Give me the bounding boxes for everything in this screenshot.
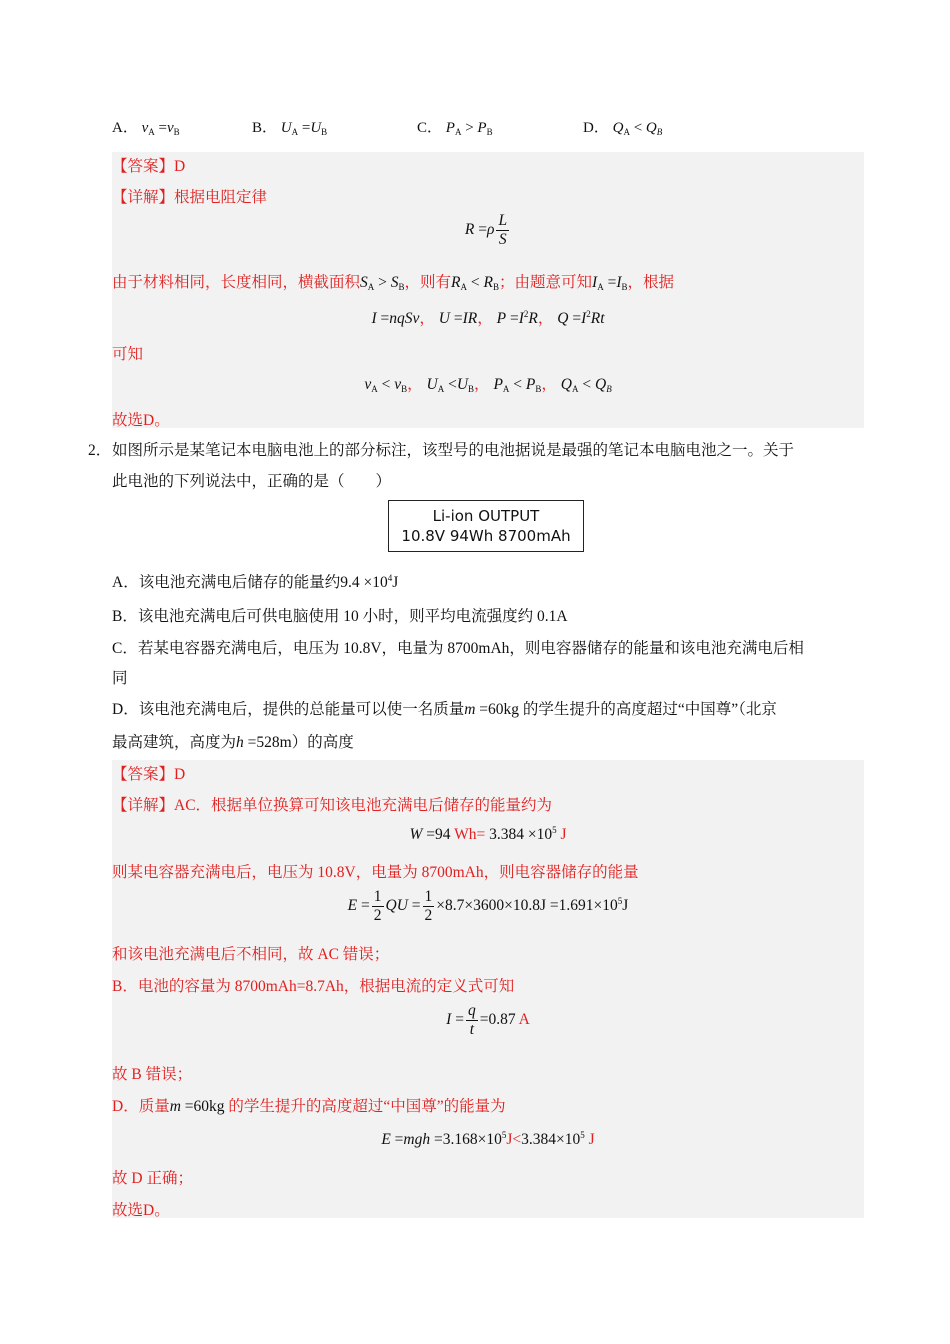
q1-detail-line1: 由于材料相同，长度相同，横截面积$S_A > S_B$，则有$R_A < R_B$；由题意可知$I_A =I_B$，根据 bbox=[112, 274, 675, 292]
q2-formula-energy: W =94 $Wh= 3.384 \times 10^5$ J bbox=[409, 825, 567, 843]
battery-label-line2: 10.8V 94Wh 8700mAh bbox=[401, 527, 571, 545]
q2-capacitor-line: 则某电容器充满电后，电压为 10.8V，电量为 8700mAh，则电容器储存的能量 bbox=[112, 864, 639, 881]
q1-option-c: C． $P_A > P_B$ bbox=[417, 120, 493, 137]
battery-label-line1: Li-ion OUTPUT bbox=[432, 507, 540, 525]
q2-conclusion: 故选D。 bbox=[112, 1202, 170, 1219]
q1-detail-line2: 可知 bbox=[112, 346, 144, 363]
q1-option-d: D． $Q_A < Q_B$ bbox=[583, 120, 663, 137]
q2-option-a: A．该电池充满电后储存的能量约$9.4 \times 10^4J$ bbox=[112, 573, 399, 591]
q2-formula-potential: $E =mgh =3.168\times 10^5J<3.384\times 10^5$ J bbox=[381, 1130, 595, 1148]
q2-option-c-line2: 同 bbox=[112, 670, 128, 687]
q1-detail-label: 【详解】根据电阻定律 bbox=[112, 189, 268, 206]
q2-b-line: B．电池的容量为 8700mAh=8.7Ah，根据电流的定义式可知 bbox=[112, 978, 515, 995]
q1-answer-panel bbox=[112, 152, 864, 428]
q1-result-formulas: $v_A < v_B$， $U_A <U_B$， $P_A < P_B$， $Q_A < Q_B$ bbox=[364, 376, 612, 394]
q2-ac-wrong: 和该电池充满电后不相同，故 AC 错误； bbox=[112, 946, 390, 963]
q1-options bbox=[112, 116, 872, 140]
q1-formula-set: I =nqSv， U =IR， $P =I^2R$， $Q =I^2Rt$ bbox=[371, 309, 605, 327]
q2-number: 2． bbox=[88, 442, 112, 459]
q2-answer-label: 【答案】D bbox=[112, 766, 186, 783]
q2-answer-panel bbox=[112, 760, 864, 1218]
q1-answer-label: 【答案】D bbox=[112, 158, 186, 175]
q1-option-b: B． $U_A =U_B$ bbox=[252, 120, 328, 137]
q2-d-right: 故 D 正确； bbox=[112, 1170, 193, 1187]
q2-b-wrong: 故 B 错误； bbox=[112, 1066, 193, 1083]
q2-option-b: B．该电池充满电后可供电脑使用 10 小时，则平均电流强度约 0.1A bbox=[112, 608, 568, 625]
q2-d-line: D．质量m =60kg 的学生提升的高度超过“中国尊”的能量为 bbox=[112, 1098, 506, 1115]
q2-stem-line2: 此电池的下列说法中，正确的是（ ） bbox=[112, 473, 392, 490]
q1-conclusion: 故选D。 bbox=[112, 412, 170, 429]
q2-option-d-line1: D．该电池充满电后，提供的总能量可以使一名质量m =60kg 的学生提升的高度超过“中国尊”（北京 bbox=[112, 701, 777, 718]
q2-formula-capacitor: E = $\frac{1}{2}$ QU = $\frac{1}{2}$ $\times 8.7\times 3600\times 10.8J =1.691\times 10^5J$ bbox=[347, 888, 629, 924]
battery-label-box bbox=[388, 500, 584, 552]
q2-stem-line1: 如图所示是某笔记本电脑电池上的部分标注，该型号的电池据说是最强的笔记本电脑电池之一。关于 bbox=[112, 442, 795, 459]
q2-option-d-line2: 最高建筑，高度为h =528m）的高度 bbox=[112, 734, 354, 751]
q1-option-a: A． $v_A =v_B$ bbox=[112, 120, 180, 137]
q2-option-c-line1: C．若某电容器充满电后，电压为 10.8V，电量为 8700mAh，则电容器储存的能量和该电池充满电后相 bbox=[112, 640, 804, 657]
q1-formula-resistance: R =ρ $\frac{L}{S}$ bbox=[464, 212, 508, 248]
q2-detail-ac: 【详解】AC．根据单位换算可知该电池充满电后储存的能量约为 bbox=[112, 797, 553, 814]
q2-formula-current: I = $\frac{q}{t}$ =0.87 A bbox=[446, 1002, 530, 1038]
